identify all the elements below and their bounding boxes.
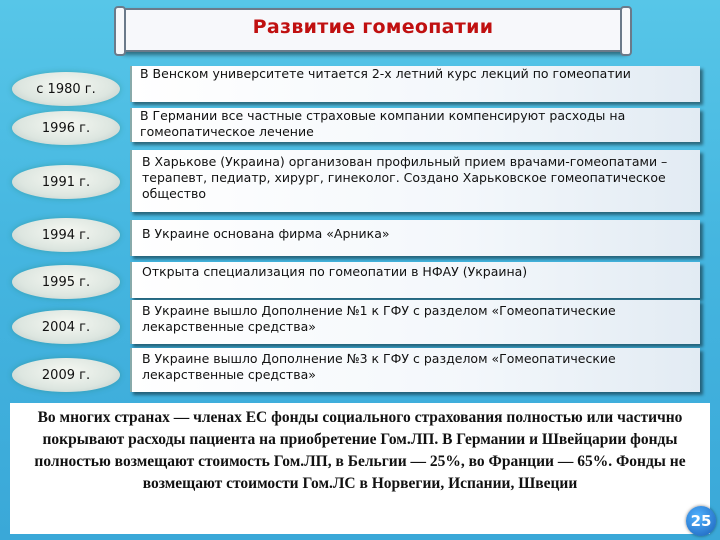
event-box-1991: [130, 150, 700, 212]
year-label-2004: 2004 г.: [12, 310, 120, 344]
event-box-1994: [130, 220, 700, 256]
event-text: В Венском университете читается 2-х летний курс лекций по гомеопатии: [140, 66, 631, 81]
summary-text: Во многих странах — членах ЕС фонды социального страхования полностью или частично покрывают расходы пациента на приобретение Гом.ЛП. В Германии и Швейцарии фонды полностью возмещают стоимость Гом.ЛП, в Бельгии — 25%, во Франции — 65%. Фонды не возмещают стоимости Гом.ЛС в Норвегии, Испании, Швеции: [34, 409, 686, 492]
event-box-1980: [130, 66, 700, 102]
year-label-1995: 1995 г.: [12, 265, 120, 299]
event-box-2004: [130, 300, 700, 344]
year-label-1996: 1996 г.: [12, 111, 120, 145]
year-label-1980: с 1980 г.: [12, 72, 120, 106]
year-label-2009: 2009 г.: [12, 358, 120, 392]
event-box-1996: [130, 108, 700, 142]
event-text: Открыта специализация по гомеопатии в НФАУ (Украина): [142, 264, 528, 279]
event-box-2009: [130, 348, 700, 392]
title-banner: [120, 8, 626, 52]
page-number-badge: 25: [686, 506, 716, 536]
event-text: В Украине вышло Дополнение №3 к ГФУ с разделом «Гомеопатические лекарственные средства»: [142, 351, 616, 382]
page-title: Развитие гомеопатии: [252, 16, 494, 38]
event-box-1995: [130, 262, 700, 298]
event-text: В Украине основана фирма «Арника»: [142, 226, 390, 241]
event-text: В Харькове (Украина) организован профильный прием врачами-гомеопатами – терапевт, педиатр, хирург, гинеколог. Создано Харьковское гомеопатическое общество: [142, 154, 668, 201]
year-label-1991: 1991 г.: [12, 165, 120, 199]
event-text: В Украине вышло Дополнение №1 к ГФУ с разделом «Гомеопатические лекарственные средства»: [142, 303, 616, 334]
summary-box: [10, 403, 710, 534]
year-label-1994: 1994 г.: [12, 218, 120, 252]
event-text: В Германии все частные страховые компании компенсируют расходы на гомеопатическое лечение: [140, 108, 626, 139]
